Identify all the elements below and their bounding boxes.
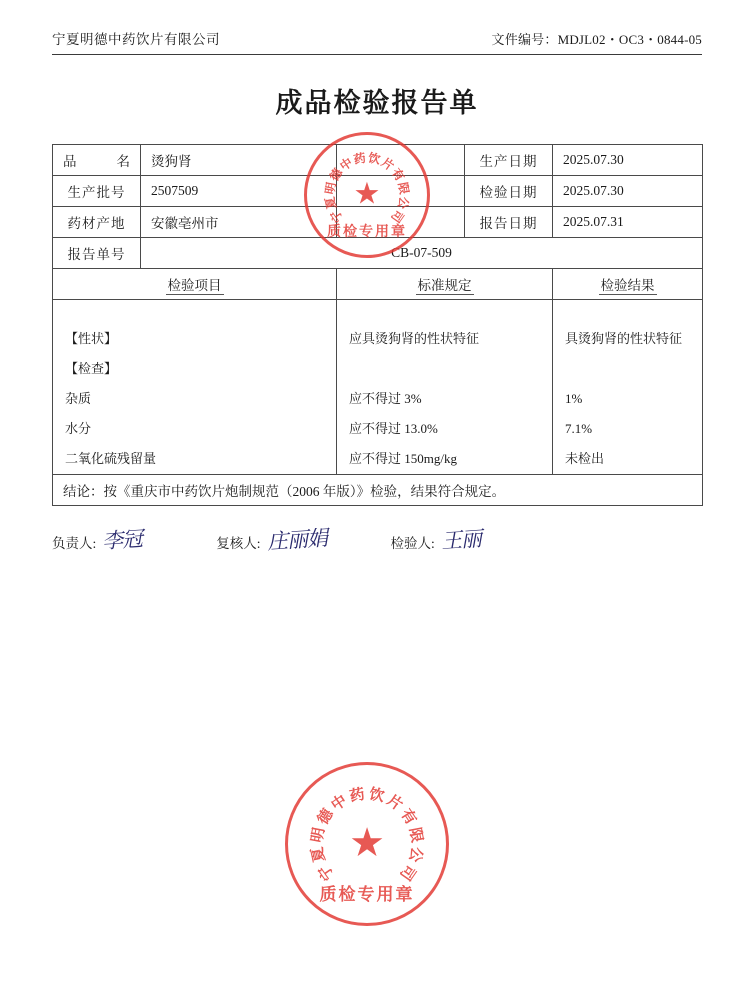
review-label: 复核人: xyxy=(216,536,261,551)
column-header-item xyxy=(53,269,337,300)
review-signature xyxy=(216,524,328,555)
inspection-body-row xyxy=(53,300,703,475)
origin-label: 药材产地 xyxy=(53,207,141,238)
list-item: 【检查】 xyxy=(65,361,118,376)
stamp-bottom-text-bottom: 质检专用章 xyxy=(319,885,415,904)
batch-value: 2507509 xyxy=(141,176,337,207)
signature-row xyxy=(52,524,702,555)
report-date-label: 报告日期 xyxy=(465,207,553,238)
list-item: 应不得过 3% xyxy=(349,391,422,406)
table-row xyxy=(53,176,703,207)
conclusion-row xyxy=(53,475,703,506)
result-list xyxy=(553,300,702,474)
document-code xyxy=(492,29,702,48)
report-no-value: CB-07-509 xyxy=(141,238,703,269)
document-header xyxy=(52,28,702,55)
stamp-bottom-text-top: 质检专用章 xyxy=(327,225,407,240)
report-date-value: 2025.07.31 xyxy=(553,207,703,238)
inspect-date-value: 2025.07.30 xyxy=(553,176,703,207)
column-header-result-text: 检验结果 xyxy=(600,278,655,293)
star-icon: ★ xyxy=(349,820,385,866)
column-header-result xyxy=(553,269,703,300)
list-item: 杂质 xyxy=(65,391,92,406)
column-header-standard xyxy=(337,269,553,300)
top-gap xyxy=(565,300,702,324)
standard-list xyxy=(337,300,552,474)
table-row xyxy=(53,145,703,176)
spacer-cell-3 xyxy=(337,207,465,238)
star-icon: ★ xyxy=(353,177,381,211)
inspection-header-row xyxy=(53,269,703,300)
inspection-items-list xyxy=(53,300,336,474)
review-signature-mark: 庄丽娟 xyxy=(265,525,328,555)
list-item: 具烫狗肾的性状特征 xyxy=(565,331,683,346)
inspector-signature-mark: 王丽 xyxy=(440,526,482,554)
top-gap xyxy=(65,300,336,324)
list-item: 【性状】 xyxy=(65,331,118,346)
product-name-value: 烫狗肾 xyxy=(141,145,337,176)
produce-date-label: 生产日期 xyxy=(465,145,553,176)
quality-seal-stamp-bottom xyxy=(285,762,449,926)
inspector-signature xyxy=(391,524,481,552)
stamp-arc-text-top: 宁 夏 明 德 中 药 饮 片 有 限 公 司 xyxy=(322,150,412,226)
product-name-label: 品 名 xyxy=(53,145,141,176)
inspector-label: 检验人: xyxy=(390,536,435,551)
table-row xyxy=(53,207,703,238)
result-cell xyxy=(553,300,703,475)
spacer-cell-2 xyxy=(337,176,465,211)
document-code-value: MDJL02・OC3・0844-05 xyxy=(557,32,702,47)
column-header-standard-text: 标准规定 xyxy=(417,278,472,293)
list-item: 7.1% xyxy=(565,421,593,436)
top-gap xyxy=(349,300,552,324)
list-item xyxy=(565,354,702,384)
spacer-cell-1 xyxy=(337,145,465,176)
origin-value: 安徽亳州市 xyxy=(141,207,337,238)
responsible-signature xyxy=(52,524,142,552)
column-header-item-text: 检验项目 xyxy=(167,278,222,293)
batch-label: 生产批号 xyxy=(53,176,141,207)
report-no-label: 报告单号 xyxy=(53,238,141,269)
stamp-arc-text-bottom: 宁 夏 明 德 中 药 饮 片 有 限 公 司 xyxy=(309,786,425,883)
report-table xyxy=(52,144,703,506)
company-name: 宁夏明德中药饮片有限公司 xyxy=(52,32,220,47)
responsible-signature-mark: 李冠 xyxy=(101,526,144,554)
page-title: 成品检验报告单 xyxy=(275,88,479,118)
document-code-label: 文件编号： xyxy=(491,32,558,47)
conclusion-text: 结论：按《重庆市中药饮片炮制规范（2006 年版）》检验，结果符合规定。 xyxy=(53,475,703,506)
table-row xyxy=(53,238,703,269)
list-item: 二氧化硫残留量 xyxy=(65,451,157,466)
inspection-items-cell xyxy=(53,300,337,475)
list-item: 应不得过 13.0% xyxy=(349,421,438,436)
list-item xyxy=(349,354,552,384)
list-item: 应不得过 150mg/kg xyxy=(349,451,457,466)
produce-date-value: 2025.07.30 xyxy=(553,145,703,176)
list-item: 应具烫狗肾的性状特征 xyxy=(349,331,480,346)
list-item: 1% xyxy=(565,391,583,406)
list-item: 水分 xyxy=(65,421,92,436)
list-item: 未检出 xyxy=(565,451,605,466)
standard-cell xyxy=(337,300,553,475)
responsible-label: 负责人: xyxy=(52,536,97,551)
inspect-date-label: 检验日期 xyxy=(465,176,553,207)
